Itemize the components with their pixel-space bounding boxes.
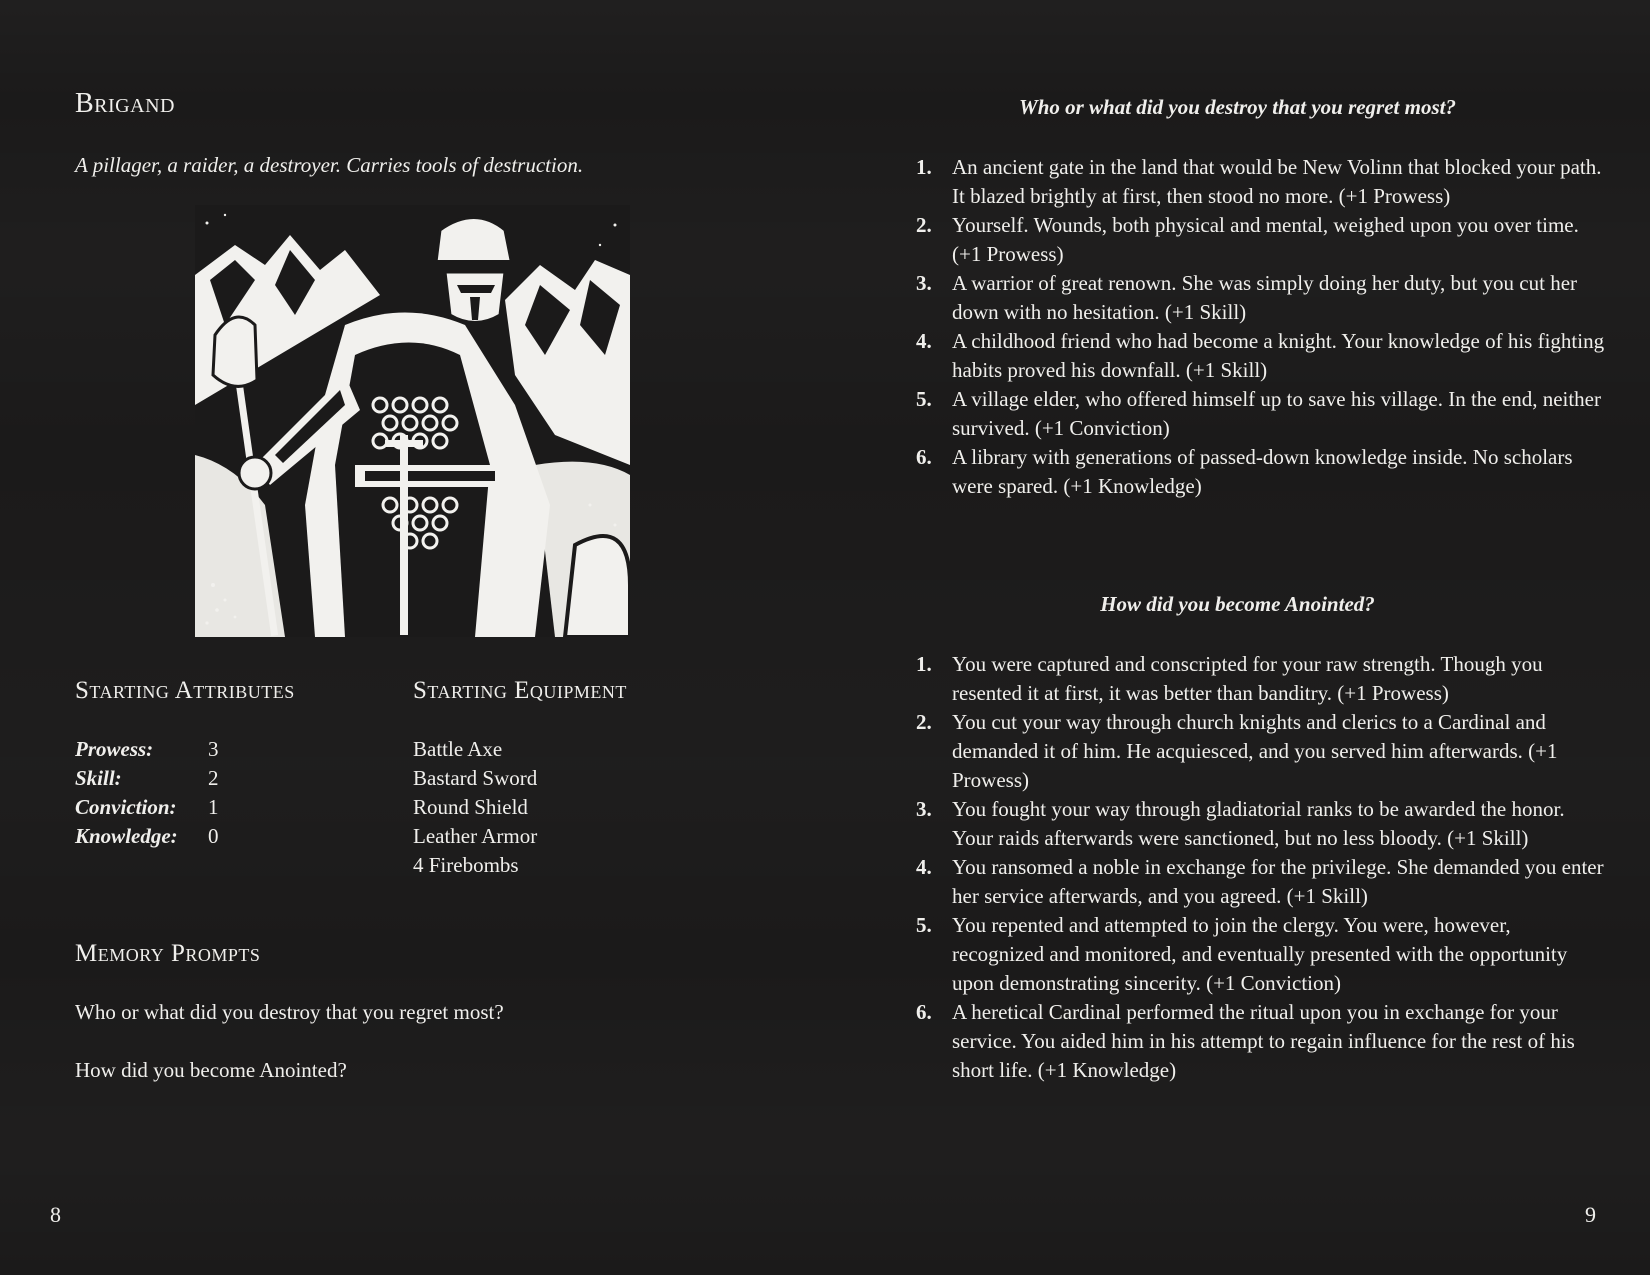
option-text: You fought your way through gladiatorial ranks to be awarded the honor. Your raids afterwards were sanctioned, but no less bloody. (+1 Skill) bbox=[952, 797, 1565, 850]
option-item bbox=[916, 795, 1606, 853]
memory-prompt: Who or what did you destroy that you regret most? bbox=[75, 1000, 504, 1024]
equipment-heading: Starting Equipment bbox=[413, 677, 627, 704]
option-text: A childhood friend who had become a knight. Your knowledge of his fighting habits proved his downfall. (+1 Skill) bbox=[952, 329, 1605, 382]
class-tagline: A pillager, a raider, a destroyer. Carries tools of destruction. bbox=[75, 153, 584, 177]
option-number: 6. bbox=[916, 1000, 932, 1024]
attribute-row bbox=[75, 793, 219, 822]
option-text: A warrior of great renown. She was simply doing her duty, but you cut her down with no hesitation. (+1 Skill) bbox=[952, 271, 1578, 324]
option-item bbox=[916, 911, 1606, 998]
option-text: You ransomed a noble in exchange for the privilege. She demanded you enter her service afterwards, and you agreed. (+1 Skill) bbox=[952, 855, 1604, 908]
attributes-list bbox=[75, 735, 219, 851]
table-heading: How did you become Anointed? bbox=[1100, 592, 1375, 616]
attribute-value: 3 bbox=[208, 737, 219, 761]
option-number: 3. bbox=[916, 797, 932, 821]
equipment-item: 4 Firebombs bbox=[413, 853, 519, 877]
option-item bbox=[916, 269, 1606, 327]
page-number: 8 bbox=[50, 1202, 61, 1227]
option-item bbox=[916, 327, 1606, 385]
table-heading: Who or what did you destroy that you regret most? bbox=[1019, 95, 1456, 119]
memory-prompt: How did you become Anointed? bbox=[75, 1058, 347, 1082]
option-number: 4. bbox=[916, 855, 932, 879]
option-number: 5. bbox=[916, 387, 932, 411]
option-number: 1. bbox=[916, 652, 932, 676]
option-item bbox=[916, 853, 1606, 911]
option-item bbox=[916, 998, 1606, 1085]
class-title: Brigand bbox=[75, 88, 175, 119]
brigand-illustration bbox=[195, 205, 630, 637]
option-text: You were captured and conscripted for your raw strength. Though you resented it at first, it was better than banditry. (+1 Prowess) bbox=[952, 652, 1543, 705]
attribute-name: Conviction: bbox=[75, 795, 177, 819]
option-item bbox=[916, 153, 1606, 211]
right-page bbox=[825, 0, 1650, 1275]
options-list bbox=[916, 650, 1606, 1085]
option-text: A heretical Cardinal performed the ritual upon you in exchange for your service. You aided him in his attempt to regain influence for the rest of his short life. (+1 Knowledge) bbox=[952, 1000, 1575, 1082]
equipment-item: Leather Armor bbox=[413, 824, 538, 848]
attribute-value: 1 bbox=[208, 795, 219, 819]
option-item bbox=[916, 211, 1606, 269]
attribute-name: Skill: bbox=[75, 766, 122, 790]
attribute-row bbox=[75, 822, 219, 851]
page-number: 9 bbox=[1585, 1202, 1596, 1227]
attribute-row bbox=[75, 764, 219, 793]
option-text: A library with generations of passed-down knowledge inside. No scholars were spared. (+1 Knowledge) bbox=[952, 445, 1573, 498]
memory-prompts-heading: Memory Prompts bbox=[75, 940, 261, 967]
attribute-row bbox=[75, 735, 219, 764]
option-text: An ancient gate in the land that would be New Volinn that blocked your path. It blazed brightly at first, then stood no more. (+1 Prowess) bbox=[952, 155, 1602, 208]
option-text: You repented and attempted to join the clergy. You were, however, recognized and monitored, and eventually presented with the opportunity upon demonstrating sincerity. (+1 Conviction) bbox=[952, 913, 1568, 995]
option-number: 3. bbox=[916, 271, 932, 295]
attribute-value: 0 bbox=[208, 824, 219, 848]
option-item bbox=[916, 708, 1606, 795]
option-item bbox=[916, 443, 1606, 501]
equipment-list bbox=[413, 735, 537, 880]
equipment-item: Bastard Sword bbox=[413, 766, 538, 790]
option-number: 1. bbox=[916, 155, 932, 179]
option-number: 4. bbox=[916, 329, 932, 353]
option-item bbox=[916, 650, 1606, 708]
attribute-value: 2 bbox=[208, 766, 219, 790]
option-number: 5. bbox=[916, 913, 932, 937]
option-number: 6. bbox=[916, 445, 932, 469]
option-number: 2. bbox=[916, 710, 932, 734]
option-text: You cut your way through church knights and clerics to a Cardinal and demanded it of him. He acquiesced, and you served him afterwards. (+1 Prowess) bbox=[952, 710, 1558, 792]
equipment-item: Round Shield bbox=[413, 795, 528, 819]
attribute-name: Prowess: bbox=[75, 737, 154, 761]
options-list bbox=[916, 153, 1606, 501]
option-text: A village elder, who offered himself up to save his village. In the end, neither survived. (+1 Conviction) bbox=[952, 387, 1602, 440]
option-item bbox=[916, 385, 1606, 443]
equipment-item: Battle Axe bbox=[413, 737, 503, 761]
attributes-heading: Starting Attributes bbox=[75, 677, 295, 704]
attribute-name: Knowledge: bbox=[75, 824, 178, 848]
option-text: Yourself. Wounds, both physical and mental, weighed upon you over time. (+1 Prowess) bbox=[952, 213, 1579, 266]
option-number: 2. bbox=[916, 213, 932, 237]
